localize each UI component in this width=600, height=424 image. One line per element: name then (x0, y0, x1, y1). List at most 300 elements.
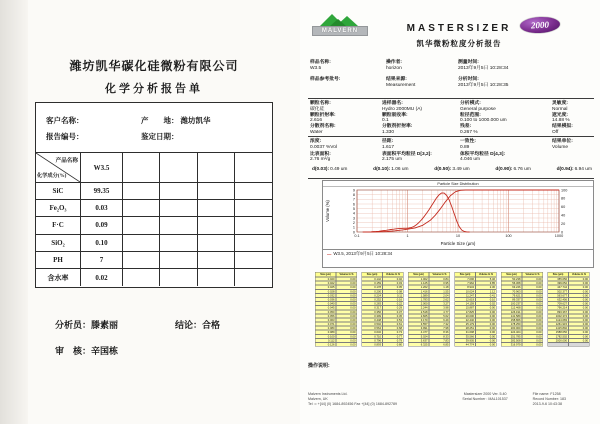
volume-cell: 1.55 (429, 289, 450, 293)
component-cell: Fe₂O₃ (36, 200, 81, 217)
empty-cell (235, 252, 272, 269)
volume-cell: 7.83 (429, 338, 450, 342)
volume-cell: 1.12 (476, 289, 497, 293)
volume-cell: 5.46 (476, 277, 497, 281)
info-field (386, 60, 458, 77)
value-cell: 0.09 (81, 217, 123, 234)
field-label: 浓度: (310, 139, 322, 144)
empty-cell (198, 235, 235, 252)
signature-row-2 (55, 344, 118, 357)
size-cell: 0.632 (362, 330, 383, 334)
value-cell: 7 (81, 252, 123, 269)
field-label: 分析模式: (460, 101, 481, 106)
volume-cell: 0.00 (522, 285, 543, 289)
field-value: 0.1 (382, 118, 389, 124)
size-cell: 10.024 (455, 289, 476, 293)
size-cell: 0.448 (362, 318, 383, 322)
volume-cell: 0.00 (522, 343, 543, 347)
param-field (460, 124, 552, 136)
chart-title: Particle Size Distribution (323, 181, 593, 187)
size-cell: 0.036 (315, 297, 336, 301)
size-cell: 0.112 (315, 338, 336, 342)
field-label: 粒径范围: (460, 112, 481, 118)
volume-cell: 0.00 (522, 310, 543, 314)
analyst-name: 滕素丽 (91, 320, 119, 330)
size-cell: 1.783 (408, 297, 429, 301)
svg-text:Particle Size (µm): Particle Size (µm) (440, 241, 476, 246)
d-value (373, 167, 408, 172)
empty-cell (123, 269, 160, 286)
size-cell: 6.325 (408, 343, 429, 347)
size-cell: 0.100 (315, 334, 336, 338)
d-value-number: 6.76 um (513, 167, 531, 172)
volume-cell: 0.84 (429, 277, 450, 281)
size-cell: 12.619 (455, 297, 476, 301)
footer-line: Mastersizer 2000 Ver. 5.40 (463, 392, 507, 396)
empty-cell (160, 235, 197, 252)
volume-cell: 3.27 (429, 302, 450, 306)
diagonal-bottom-label: 化学成分(%) (37, 173, 67, 179)
product-name-cell: W3.5 (81, 153, 123, 183)
size-header: Size (µm) (315, 272, 336, 277)
volume-cell: 6.49 (429, 318, 450, 322)
empty-cell (123, 200, 160, 217)
volume-cell: 5.62 (429, 314, 450, 318)
volume-cell: 0.00 (569, 334, 590, 338)
volume-cell: 0.11 (383, 293, 404, 297)
size-cell: 2.518 (408, 310, 429, 314)
volume-cell: 0.79 (383, 338, 404, 342)
size-cell: 112.468 (501, 306, 522, 310)
field-value: 2013年9月5日 10:28:35 (458, 82, 509, 88)
volume-cell: 0.00 (569, 277, 590, 281)
psd-chart-plot (323, 187, 593, 249)
size-cell: 0.178 (362, 285, 383, 289)
volume-cell: 3.98 (429, 306, 450, 310)
d-value-number: 0.49 um (330, 167, 348, 172)
volume-cell: 0.41 (476, 293, 497, 297)
field-value: 2.616 (310, 118, 323, 124)
footer-file-info (533, 392, 596, 406)
volume-cell: 0.00 (336, 289, 357, 293)
size-cell: 2.825 (408, 314, 429, 318)
report-footer (308, 392, 596, 406)
volume-cell: 0.45 (383, 314, 404, 318)
empty-cell (198, 153, 235, 183)
volume-cell: 0.00 (336, 285, 357, 289)
particle-size-report-page (300, 0, 600, 424)
size-cell: 0.089 (315, 330, 336, 334)
size-volume-column (362, 272, 404, 347)
svg-text:20: 20 (561, 221, 566, 226)
empty-cell (198, 183, 235, 200)
size-header: Size (µm) (408, 272, 429, 277)
value-cell: 0.10 (81, 235, 123, 252)
volume-cell: 0.00 (336, 293, 357, 297)
size-cell: 0.050 (315, 310, 336, 314)
size-cell: 17.825 (455, 310, 476, 314)
size-cell: 0.796 (362, 338, 383, 342)
svg-text:60: 60 (561, 205, 566, 210)
param-field (310, 124, 382, 136)
empty-cell (123, 252, 160, 269)
field-label: 样品名称: (310, 60, 331, 65)
volume-cell: 0.80 (383, 343, 404, 347)
empty-cell (235, 183, 272, 200)
volume-cell: 0.00 (569, 302, 590, 306)
size-cell: 0.080 (315, 326, 336, 330)
volume-cell: 0.00 (522, 277, 543, 281)
field-label: 分散剂折射率: (382, 124, 413, 129)
size-cell: 796.214 (548, 306, 569, 310)
volume-cell: 0.00 (476, 343, 497, 347)
psd-chart (322, 180, 594, 268)
date-label: 鉴定日期： (141, 132, 179, 141)
field-value: 0.0037 %Vol (310, 144, 337, 150)
size-cell: 0.564 (362, 326, 383, 330)
size-cell: 63.246 (501, 285, 522, 289)
empty-cell (160, 200, 197, 217)
report-title: 化学分析报告单 (105, 83, 203, 95)
result-field (382, 152, 460, 165)
volume-cell: 0.02 (476, 302, 497, 306)
size-cell: 100.237 (501, 302, 522, 306)
volume-cell: 0.00 (476, 318, 497, 322)
malvern-wordmark: MALVERN (312, 26, 368, 36)
volume-cell: 0.10 (476, 297, 497, 301)
field-label: 结果模拟: (552, 124, 573, 129)
mastersizer-2000-badge: 2000 (520, 16, 561, 34)
d-value-number: 1.06 um (391, 167, 409, 172)
result-field (310, 152, 382, 165)
volume-cell: 0.00 (522, 306, 543, 310)
field-value: 1.617 (382, 144, 395, 150)
size-cell: 563.677 (548, 293, 569, 297)
size-cell: 56.368 (501, 281, 522, 285)
footer-line: Malvern Instruments Ltd. (308, 392, 348, 396)
result-field (552, 139, 594, 152)
d-value (434, 167, 469, 172)
field-label: 分散剂名称: (310, 124, 336, 129)
size-cell: 0.063 (315, 318, 336, 322)
svg-text:5: 5 (352, 207, 355, 211)
field-label: 残差: (460, 124, 472, 129)
volume-cell: 0.53 (383, 318, 404, 322)
malvern-mountains-icon (318, 12, 362, 26)
svg-text:8: 8 (352, 193, 355, 197)
size-cell: 282.508 (501, 338, 522, 342)
size-cell: 3.557 (408, 322, 429, 326)
component-cell: 含水率 (36, 269, 81, 286)
size-cell: 0.502 (362, 322, 383, 326)
empty-cell (235, 200, 272, 217)
size-cell: 0.045 (315, 306, 336, 310)
size-cell: 28.251 (455, 326, 476, 330)
d-value-number: 6.94 um (574, 167, 592, 172)
divider (308, 98, 594, 99)
volume-cell: 0.00 (336, 334, 357, 338)
field-value: 1.330 (382, 129, 395, 135)
volume-cell: 2.04 (429, 293, 450, 297)
size-cell: 0.032 (315, 293, 336, 297)
volume-cell: 0.00 (569, 318, 590, 322)
param-field (460, 101, 552, 113)
value-cell: 99.35 (81, 183, 123, 200)
size-cell: 15.887 (455, 306, 476, 310)
volume-cell: 0.61 (383, 322, 404, 326)
volume-cell: 0.73 (383, 330, 404, 334)
volume-cell: 0.03 (383, 281, 404, 285)
volume-cell: 0.00 (569, 289, 590, 293)
volume-cell: 0.00 (569, 314, 590, 318)
empty-cell (160, 269, 197, 286)
volume-cell: 0.00 (336, 330, 357, 334)
size-cell: 0.317 (362, 306, 383, 310)
size-cell: 2.244 (408, 306, 429, 310)
size-cell: 1261.915 (548, 322, 569, 326)
volume-cell: 0.00 (569, 330, 590, 334)
field-value: Measurement (386, 82, 416, 88)
svg-text:1: 1 (352, 225, 355, 230)
volume-cell: 0.00 (476, 310, 497, 314)
size-cell: 0.040 (315, 302, 336, 306)
result-field (460, 152, 552, 165)
size-cell: 31.698 (455, 330, 476, 334)
volume-cell: 6.85 (429, 343, 450, 347)
size-cell: 5.637 (408, 338, 429, 342)
volume-cell: 0.00 (522, 330, 543, 334)
size-cell: 14.159 (455, 302, 476, 306)
volume-cell: 0.00 (336, 297, 357, 301)
volume-cell: 0.22 (383, 302, 404, 306)
d-value-label: d(0.90): (495, 167, 513, 172)
size-volume-table (315, 272, 593, 347)
volume-header: Volume In % (336, 272, 357, 277)
result-field (552, 152, 594, 165)
size-cell: 1.416 (408, 289, 429, 293)
volume-cell: 0.00 (569, 281, 590, 285)
volume-cell: 0.68 (383, 326, 404, 330)
volume-cell: 7.32 (429, 322, 450, 326)
field-value: Off (552, 129, 559, 135)
volume-cell: 0.77 (383, 334, 404, 338)
size-cell: 3.170 (408, 318, 429, 322)
percentile-d-values-row (312, 167, 592, 172)
conclusion-value: 合格 (202, 320, 221, 330)
volume-cell: 8.33 (429, 334, 450, 338)
size-cell: 79.621 (501, 293, 522, 297)
field-value: 碳化硅 (310, 106, 325, 112)
size-volume-column (455, 272, 497, 347)
size-cell: 1415.892 (548, 326, 569, 330)
field-label: 分析时间: (458, 77, 479, 82)
volume-cell: 0.16 (383, 297, 404, 301)
volume-cell: 0.00 (569, 306, 590, 310)
size-volume-column (408, 272, 450, 347)
volume-cell: 7.98 (429, 326, 450, 330)
volume-cell: 2.30 (476, 285, 497, 289)
d-value (495, 167, 530, 172)
size-cell: 0.893 (362, 343, 383, 347)
d-value (312, 167, 347, 172)
footer-line: Malvern, UK (308, 396, 328, 401)
param-field (382, 101, 460, 113)
param-field (552, 101, 594, 113)
volume-header: Volume In % (383, 272, 404, 277)
field-value: 4.046 um (460, 157, 481, 163)
origin-value: 潍坊凯华 (180, 116, 211, 125)
field-label: 样品参考批号: (310, 77, 341, 82)
svg-text:7: 7 (352, 197, 355, 202)
size-cell: 2000.000 (548, 338, 569, 342)
param-field (382, 124, 460, 136)
param-field (310, 113, 382, 125)
empty-cell (160, 183, 197, 200)
volume-cell: 0.00 (336, 326, 357, 330)
size-cell: 7.096 (455, 277, 476, 281)
volume-cell: 0.00 (569, 326, 590, 330)
volume-cell: 0.00 (522, 281, 543, 285)
volume-cell: 0.00 (522, 302, 543, 306)
volume-cell: 0.00 (476, 326, 497, 330)
field-label: 颗粒吸收率: (382, 112, 408, 118)
size-cell: 44.774 (455, 343, 476, 347)
sample-info-block (310, 60, 594, 94)
volume-cell: 0.00 (336, 314, 357, 318)
svg-text:10: 10 (455, 234, 461, 238)
d-value-label: d(0.50): (434, 167, 452, 172)
volume-cell (569, 343, 590, 347)
volume-cell: 0.00 (569, 310, 590, 314)
size-cell: 355.656 (548, 277, 569, 281)
empty-cell (160, 252, 197, 269)
legend-label: W3.5, 2013年9月5日 10:28:34 (333, 251, 393, 256)
info-field (458, 77, 594, 94)
report-title: 凯华微粉粒度分析报告 (416, 39, 502, 48)
svg-text:3: 3 (352, 216, 355, 221)
conclusion-field: 结论：合格 (175, 320, 221, 330)
volume-header: Volume In % (569, 272, 590, 277)
size-header: Size (µm) (548, 272, 569, 277)
empty-cell (198, 252, 235, 269)
empty-cell (235, 153, 272, 183)
divider (308, 136, 594, 137)
volume-cell: 0.00 (336, 310, 357, 314)
value-cell: 0.03 (81, 200, 123, 217)
size-cell: 2.000 (408, 302, 429, 306)
size-cell: 0.056 (315, 314, 336, 318)
size-cell: 0.710 (362, 334, 383, 338)
svg-text:Volume (%): Volume (%) (325, 200, 330, 222)
size-cell: 8.934 (455, 285, 476, 289)
d-value-label: d(0.10): (373, 167, 391, 172)
field-value: 2013年9月5日 10:28:34 (458, 65, 509, 71)
field-label: 结果单位: (552, 139, 573, 144)
field-label: 进样器名: (382, 101, 403, 106)
volume-cell: 0.00 (522, 293, 543, 297)
volume-cell: 0.00 (522, 326, 543, 330)
result-field (382, 139, 460, 152)
chart-legend (323, 249, 593, 258)
chem-table (35, 102, 273, 288)
size-cell: 126.191 (501, 310, 522, 314)
customer-label: 客户名称： (46, 116, 84, 125)
chem-table-header-info (36, 103, 272, 153)
info-field (310, 60, 386, 77)
size-cell: 11.247 (455, 293, 476, 297)
field-value: 0.267 % (460, 129, 478, 135)
size-cell: 20.000 (455, 314, 476, 318)
volume-header: Volume In % (429, 272, 450, 277)
volume-cell: 3.85 (476, 281, 497, 285)
empty-cell (123, 183, 160, 200)
volume-cell: 0.00 (336, 277, 357, 281)
size-cell: 1782.502 (548, 334, 569, 338)
size-cell: 4.477 (408, 330, 429, 334)
empty-cell (160, 153, 197, 183)
volume-cell: 0.00 (522, 322, 543, 326)
field-label: 颗粒名称: (310, 101, 331, 106)
size-cell: 0.159 (362, 281, 383, 285)
size-cell: 70.963 (501, 289, 522, 293)
size-cell: 39.905 (455, 338, 476, 342)
volume-header: Volume In % (522, 272, 543, 277)
field-label: 比表面积: (310, 151, 331, 157)
size-volume-column (501, 272, 543, 347)
volume-cell: 1.18 (429, 285, 450, 289)
volume-cell: 0.00 (522, 334, 543, 338)
size-cell: 200.000 (501, 326, 522, 330)
analyst-label: 分析员： (55, 320, 92, 330)
size-cell: 3.991 (408, 326, 429, 330)
volume-cell: 0.95 (429, 281, 450, 285)
volume-cell: 0.00 (336, 318, 357, 322)
size-cell (548, 343, 569, 347)
divider (308, 178, 594, 179)
size-cell: 251.785 (501, 334, 522, 338)
svg-text:0: 0 (352, 230, 355, 235)
size-cell: 893.367 (548, 310, 569, 314)
d-value-number: 3.49 um (452, 167, 470, 172)
volume-cell: 0.00 (476, 306, 497, 310)
volume-cell: 0.00 (476, 330, 497, 334)
size-volume-column (315, 272, 357, 347)
footer-version (438, 392, 533, 406)
size-cell: 709.627 (548, 302, 569, 306)
size-cell: 0.020 (315, 277, 336, 281)
field-value: 14.88 % (552, 118, 570, 124)
size-cell: 1.589 (408, 293, 429, 297)
measurement-params-block (310, 101, 594, 136)
size-cell: 141.589 (501, 314, 522, 318)
svg-text:9: 9 (352, 188, 355, 193)
field-value: 0.89 (460, 144, 470, 150)
volume-cell: 0.00 (522, 338, 543, 342)
mastersizer-wordmark: MASTERSIZER (406, 23, 512, 34)
size-cell: 22.440 (455, 318, 476, 322)
size-cell: 0.071 (315, 322, 336, 326)
volume-header: Volume In % (476, 272, 497, 277)
empty-cell (198, 200, 235, 217)
size-cell: 399.052 (548, 281, 569, 285)
param-field (310, 101, 382, 113)
volume-cell: 0.00 (336, 322, 357, 326)
field-value: Volume (552, 144, 568, 150)
size-cell: 178.250 (501, 322, 522, 326)
field-label: 测量时间: (458, 60, 479, 65)
value-cell: 0.02 (81, 269, 123, 286)
component-cell: SiO₂ (36, 235, 81, 252)
